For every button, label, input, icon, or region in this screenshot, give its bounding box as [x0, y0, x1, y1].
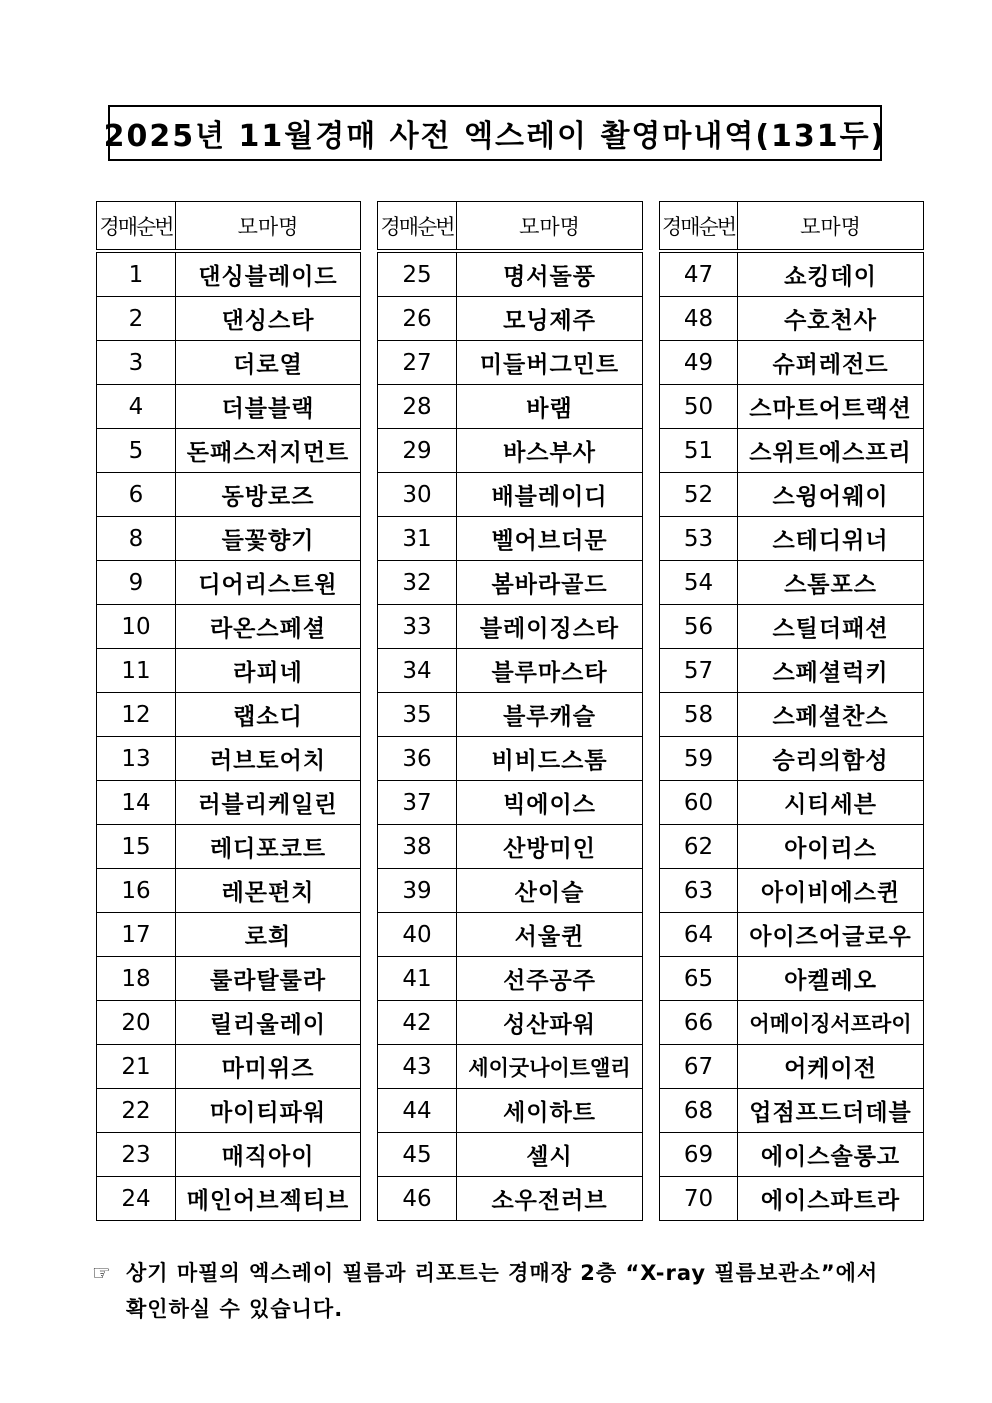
auction-number-cell: 67 [660, 1045, 738, 1089]
table-row [660, 1001, 924, 1045]
table-row [378, 693, 643, 737]
table-row [378, 1001, 643, 1045]
auction-number-cell: 16 [97, 869, 176, 913]
horse-name-cell: 댄싱스타 [176, 297, 361, 341]
header-horse-name: 모마명 [738, 202, 924, 252]
horse-name-cell: 스위트에스프리 [738, 429, 924, 473]
header-auction-number: 경매순번 [378, 202, 457, 252]
auction-number-cell: 46 [378, 1177, 457, 1221]
table-row [660, 781, 924, 825]
table-row [660, 473, 924, 517]
horse-name-cell: 벨어브더문 [457, 517, 643, 561]
auction-number-cell: 2 [97, 297, 176, 341]
horse-table-2 [377, 201, 643, 1221]
auction-number-cell: 58 [660, 693, 738, 737]
auction-number-cell: 54 [660, 561, 738, 605]
horse-name-cell: 라피네 [176, 649, 361, 693]
auction-number-cell: 48 [660, 297, 738, 341]
auction-number-cell: 29 [378, 429, 457, 473]
horse-name-cell: 돈패스저지먼트 [176, 429, 361, 473]
auction-number-cell: 63 [660, 869, 738, 913]
table-row [660, 737, 924, 781]
auction-number-cell: 18 [97, 957, 176, 1001]
table-row [660, 605, 924, 649]
auction-number-cell: 17 [97, 913, 176, 957]
horse-name-cell: 블루캐슬 [457, 693, 643, 737]
auction-number-cell: 20 [97, 1001, 176, 1045]
horse-name-cell: 소우전러브 [457, 1177, 643, 1221]
horse-name-cell: 러블리케일린 [176, 781, 361, 825]
auction-number-cell: 57 [660, 649, 738, 693]
auction-number-cell: 60 [660, 781, 738, 825]
horse-name-cell: 어메이징서프라이 [738, 1001, 924, 1045]
header-auction-number: 경매순번 [97, 202, 176, 252]
horse-name-cell: 에이스솔롱고 [738, 1133, 924, 1177]
auction-number-cell: 36 [378, 737, 457, 781]
auction-number-cell: 52 [660, 473, 738, 517]
table-row [97, 649, 361, 693]
auction-number-cell: 39 [378, 869, 457, 913]
auction-number-cell: 69 [660, 1133, 738, 1177]
auction-number-cell: 56 [660, 605, 738, 649]
auction-number-cell: 44 [378, 1089, 457, 1133]
table-row [378, 251, 643, 297]
table-row [97, 297, 361, 341]
auction-number-cell: 40 [378, 913, 457, 957]
table-header-row [97, 202, 361, 252]
table-row [378, 781, 643, 825]
horse-name-cell: 댄싱블레이드 [176, 251, 361, 297]
horse-name-cell: 명서돌풍 [457, 251, 643, 297]
horse-name-cell: 스페셜찬스 [738, 693, 924, 737]
header-horse-name: 모마명 [457, 202, 643, 252]
table-row [660, 1045, 924, 1089]
auction-number-cell: 15 [97, 825, 176, 869]
auction-number-cell: 47 [660, 251, 738, 297]
table-row [660, 429, 924, 473]
auction-number-cell: 24 [97, 1177, 176, 1221]
horse-name-cell: 매직아이 [176, 1133, 361, 1177]
auction-number-cell: 62 [660, 825, 738, 869]
auction-number-cell: 11 [97, 649, 176, 693]
table-row [660, 297, 924, 341]
table-row [97, 693, 361, 737]
horse-name-cell: 룰라탈룰라 [176, 957, 361, 1001]
horse-table-3 [659, 201, 924, 1221]
horse-name-cell: 스페셜럭키 [738, 649, 924, 693]
horse-name-cell: 디어리스트원 [176, 561, 361, 605]
auction-number-cell: 6 [97, 473, 176, 517]
horse-name-cell: 마미위즈 [176, 1045, 361, 1089]
horse-name-cell: 선주공주 [457, 957, 643, 1001]
auction-number-cell: 31 [378, 517, 457, 561]
table-row [378, 297, 643, 341]
auction-number-cell: 50 [660, 385, 738, 429]
auction-number-cell: 4 [97, 385, 176, 429]
horse-name-cell: 릴리울레이 [176, 1001, 361, 1045]
auction-number-cell: 30 [378, 473, 457, 517]
horse-name-cell: 모닝제주 [457, 297, 643, 341]
horse-name-cell: 동방로즈 [176, 473, 361, 517]
horse-name-cell: 세이하트 [457, 1089, 643, 1133]
auction-number-cell: 1 [97, 251, 176, 297]
horse-name-cell: 더블블랙 [176, 385, 361, 429]
table-row [378, 1177, 643, 1221]
horse-name-cell: 서울퀸 [457, 913, 643, 957]
table-row [378, 561, 643, 605]
horse-name-cell: 바스부사 [457, 429, 643, 473]
table-row [97, 869, 361, 913]
table-row [97, 429, 361, 473]
horse-name-cell: 더로열 [176, 341, 361, 385]
auction-number-cell: 53 [660, 517, 738, 561]
table-row [660, 957, 924, 1001]
table-row [378, 1089, 643, 1133]
horse-name-cell: 슈퍼레전드 [738, 341, 924, 385]
auction-number-cell: 38 [378, 825, 457, 869]
horse-name-cell: 랩소디 [176, 693, 361, 737]
horse-name-cell: 산이슬 [457, 869, 643, 913]
horse-name-cell: 업점프드더데블 [738, 1089, 924, 1133]
auction-number-cell: 25 [378, 251, 457, 297]
table-row [660, 913, 924, 957]
table-row [660, 1177, 924, 1221]
table-row [660, 1089, 924, 1133]
auction-number-cell: 22 [97, 1089, 176, 1133]
auction-number-cell: 14 [97, 781, 176, 825]
footnote-line-1 [92, 1255, 878, 1291]
table-row [97, 1001, 361, 1045]
table-row [378, 1133, 643, 1177]
horse-name-cell: 봄바라골드 [457, 561, 643, 605]
horse-name-cell: 러브토어치 [176, 737, 361, 781]
horse-name-cell: 레몬펀치 [176, 869, 361, 913]
table-row [378, 737, 643, 781]
footnote [92, 1255, 878, 1327]
table-row [660, 341, 924, 385]
auction-number-cell: 28 [378, 385, 457, 429]
horse-name-cell: 아이즈어글로우 [738, 913, 924, 957]
table-row [97, 957, 361, 1001]
auction-number-cell: 12 [97, 693, 176, 737]
auction-number-cell: 10 [97, 605, 176, 649]
table-row [97, 825, 361, 869]
horse-name-cell: 아이비에스퀸 [738, 869, 924, 913]
horse-name-cell: 블루마스타 [457, 649, 643, 693]
auction-number-cell: 45 [378, 1133, 457, 1177]
horse-name-cell: 세이굿나이트앨리 [457, 1045, 643, 1089]
page-title: 2025년 11월경매 사전 엑스레이 촬영마내역(131두) [103, 119, 887, 154]
table-row [97, 341, 361, 385]
table-row [97, 517, 361, 561]
table-row [378, 517, 643, 561]
auction-number-cell: 33 [378, 605, 457, 649]
table-row [97, 1089, 361, 1133]
horse-name-cell: 비비드스톰 [457, 737, 643, 781]
horse-name-cell: 성산파워 [457, 1001, 643, 1045]
horse-name-cell: 바램 [457, 385, 643, 429]
auction-number-cell: 68 [660, 1089, 738, 1133]
table-row [97, 1133, 361, 1177]
auction-number-cell: 64 [660, 913, 738, 957]
table-row [660, 251, 924, 297]
auction-number-cell: 34 [378, 649, 457, 693]
footnote-text-2: 확인하실 수 있습니다. [126, 1297, 344, 1321]
table-row [378, 341, 643, 385]
horse-name-cell: 시티세븐 [738, 781, 924, 825]
horse-name-cell: 아이리스 [738, 825, 924, 869]
table-row [97, 605, 361, 649]
auction-number-cell: 49 [660, 341, 738, 385]
horse-name-cell: 에이스파트라 [738, 1177, 924, 1221]
table-row [97, 1045, 361, 1089]
horse-name-cell: 스테디위너 [738, 517, 924, 561]
table-row [660, 825, 924, 869]
title-box [103, 105, 887, 161]
table-row [97, 913, 361, 957]
horse-name-cell: 산방미인 [457, 825, 643, 869]
table-row [660, 693, 924, 737]
table-row [378, 913, 643, 957]
table-row [660, 1133, 924, 1177]
auction-number-cell: 8 [97, 517, 176, 561]
table-header-row [378, 202, 643, 252]
horse-name-cell: 아켈레오 [738, 957, 924, 1001]
table-row [97, 1177, 361, 1221]
horse-name-cell: 빅에이스 [457, 781, 643, 825]
horse-name-cell: 어케이전 [738, 1045, 924, 1089]
table-row [378, 1045, 643, 1089]
auction-number-cell: 23 [97, 1133, 176, 1177]
table-row [378, 869, 643, 913]
auction-number-cell: 66 [660, 1001, 738, 1045]
table-row [97, 781, 361, 825]
table-row [378, 825, 643, 869]
auction-number-cell: 42 [378, 1001, 457, 1045]
header-horse-name: 모마명 [176, 202, 361, 252]
table-row [660, 561, 924, 605]
auction-number-cell: 51 [660, 429, 738, 473]
table-row [97, 561, 361, 605]
auction-number-cell: 13 [97, 737, 176, 781]
auction-number-cell: 3 [97, 341, 176, 385]
table-header-row [660, 202, 924, 252]
header-auction-number: 경매순번 [660, 202, 738, 252]
table-row [378, 605, 643, 649]
auction-number-cell: 5 [97, 429, 176, 473]
auction-number-cell: 43 [378, 1045, 457, 1089]
horse-name-cell: 스틸더패션 [738, 605, 924, 649]
horse-name-cell: 라온스페셜 [176, 605, 361, 649]
auction-number-cell: 27 [378, 341, 457, 385]
table-row [378, 429, 643, 473]
horse-name-cell: 스윙어웨이 [738, 473, 924, 517]
table-row [378, 957, 643, 1001]
footnote-text-1: 상기 마필의 엑스레이 필름과 리포트는 경매장 2층 “X-ray 필름보관소”에서 [126, 1261, 879, 1285]
table-row [378, 649, 643, 693]
horse-name-cell: 들꽃향기 [176, 517, 361, 561]
horse-name-cell: 스마트어트랙션 [738, 385, 924, 429]
horse-name-cell: 스톰포스 [738, 561, 924, 605]
table-row [378, 473, 643, 517]
horse-name-cell: 로희 [176, 913, 361, 957]
auction-number-cell: 65 [660, 957, 738, 1001]
horse-name-cell: 수호천사 [738, 297, 924, 341]
horse-name-cell: 레디포코트 [176, 825, 361, 869]
auction-number-cell: 35 [378, 693, 457, 737]
horse-name-cell: 쇼킹데이 [738, 251, 924, 297]
horse-name-cell: 블레이징스타 [457, 605, 643, 649]
horse-name-cell: 승리의함성 [738, 737, 924, 781]
table-row [97, 473, 361, 517]
auction-number-cell: 21 [97, 1045, 176, 1089]
pointing-hand-icon: ☞ [92, 1261, 112, 1285]
horse-name-cell: 셀시 [457, 1133, 643, 1177]
horse-name-cell: 메인어브젝티브 [176, 1177, 361, 1221]
auction-number-cell: 41 [378, 957, 457, 1001]
table-row [378, 385, 643, 429]
auction-number-cell: 9 [97, 561, 176, 605]
auction-number-cell: 37 [378, 781, 457, 825]
horse-name-cell: 미들버그민트 [457, 341, 643, 385]
table-row [97, 737, 361, 781]
table-row [660, 517, 924, 561]
table-row [660, 869, 924, 913]
auction-number-cell: 26 [378, 297, 457, 341]
table-row [660, 649, 924, 693]
auction-number-cell: 70 [660, 1177, 738, 1221]
auction-number-cell: 59 [660, 737, 738, 781]
table-row [660, 385, 924, 429]
horse-name-cell: 마이티파워 [176, 1089, 361, 1133]
table-row [97, 251, 361, 297]
auction-number-cell: 32 [378, 561, 457, 605]
horse-table-1 [96, 201, 361, 1221]
horse-name-cell: 배블레이디 [457, 473, 643, 517]
table-row [97, 385, 361, 429]
